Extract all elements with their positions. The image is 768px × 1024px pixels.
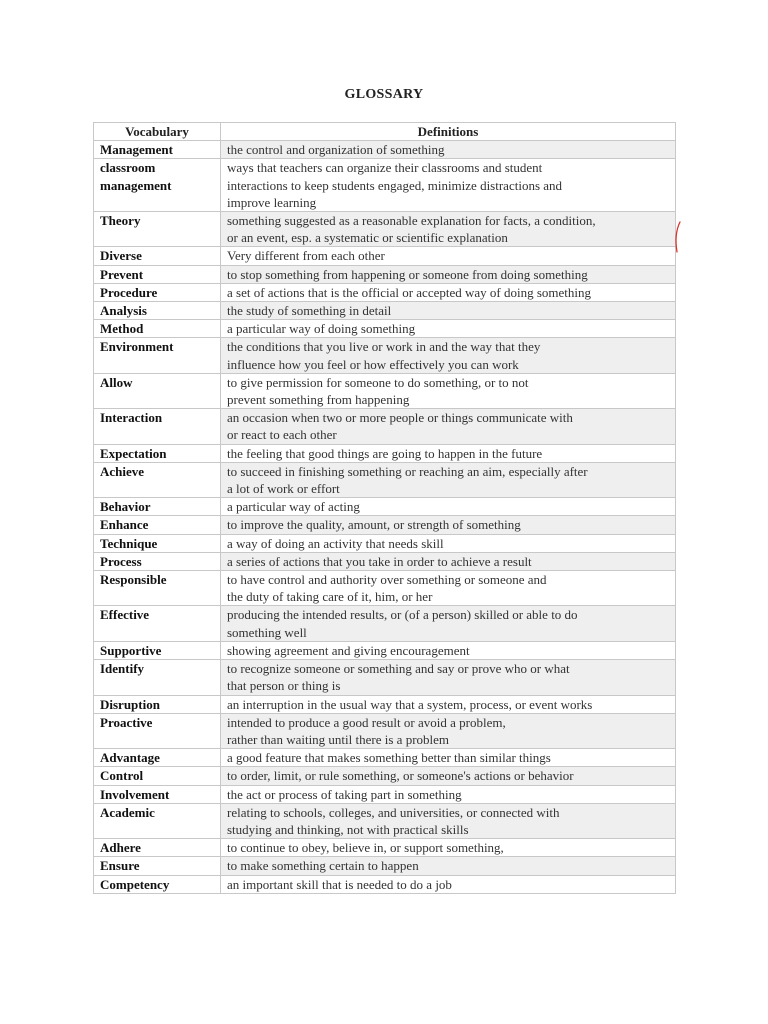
vocabulary-term: Control [94,767,221,785]
vocabulary-term: Theory [94,212,221,247]
definition-text: to give permission for someone to do something, or to not prevent something from happening [221,373,676,408]
table-row [94,839,676,857]
vocabulary-term: Academic [94,803,221,838]
definition-text: to stop something from happening or someone from doing something [221,265,676,283]
definition-text: to have control and authority over something or someone and the duty of taking care of it, him, or her [221,571,676,606]
vocabulary-term: Procedure [94,283,221,301]
vocabulary-term: Method [94,320,221,338]
table-row [94,338,676,373]
definition-text: an occasion when two or more people or things communicate with or react to each other [221,409,676,444]
definition-text: producing the intended results, or (of a person) skilled or able to do something well [221,606,676,641]
table-row [94,571,676,606]
table-header-row [94,123,676,141]
definition-text: an interruption in the usual way that a system, process, or event works [221,695,676,713]
table-row [94,283,676,301]
definition-text: a good feature that makes something better than similar things [221,749,676,767]
table-row [94,265,676,283]
definition-text: intended to produce a good result or avoid a problem, rather than waiting until there is a problem [221,713,676,748]
vocabulary-term: Diverse [94,247,221,265]
vocabulary-term: Disruption [94,695,221,713]
table-row [94,247,676,265]
vocabulary-term: Management [94,141,221,159]
vocabulary-term: Adhere [94,839,221,857]
table-row [94,302,676,320]
definition-text: a way of doing an activity that needs skill [221,534,676,552]
table-row [94,660,676,695]
definition-text: something suggested as a reasonable explanation for facts, a condition, or an event, esp. a systematic or scientific explanation [221,212,676,247]
table-row [94,857,676,875]
table-row [94,159,676,212]
vocabulary-term: Enhance [94,516,221,534]
table-row [94,498,676,516]
definition-text: the control and organization of something [221,141,676,159]
vocabulary-term: Advantage [94,749,221,767]
vocabulary-term: Supportive [94,641,221,659]
red-pen-mark [673,220,683,254]
vocabulary-term: Expectation [94,444,221,462]
definition-text: a particular way of doing something [221,320,676,338]
table-row [94,534,676,552]
vocabulary-term: Environment [94,338,221,373]
vocabulary-term: Responsible [94,571,221,606]
vocabulary-term: Analysis [94,302,221,320]
definition-text: to continue to obey, believe in, or support something, [221,839,676,857]
table-row [94,373,676,408]
vocabulary-term: Behavior [94,498,221,516]
table-row [94,695,676,713]
definition-text: a set of actions that is the official or accepted way of doing something [221,283,676,301]
table-row [94,713,676,748]
definition-text: an important skill that is needed to do a job [221,875,676,893]
vocabulary-term: Interaction [94,409,221,444]
definition-text: the study of something in detail [221,302,676,320]
table-row [94,320,676,338]
vocabulary-term: Competency [94,875,221,893]
definition-text: to make something certain to happen [221,857,676,875]
vocabulary-term: classroom management [94,159,221,212]
definition-text: the act or process of taking part in something [221,785,676,803]
definition-text: a series of actions that you take in order to achieve a result [221,552,676,570]
table-row [94,803,676,838]
definition-text: to improve the quality, amount, or strength of something [221,516,676,534]
table-row [94,785,676,803]
vocabulary-term: Involvement [94,785,221,803]
vocabulary-term: Proactive [94,713,221,748]
definitions-header: Definitions [221,123,676,141]
table-row [94,749,676,767]
table-row [94,462,676,497]
table-row [94,141,676,159]
vocabulary-term: Process [94,552,221,570]
definition-text: showing agreement and giving encouragement [221,641,676,659]
vocabulary-term: Technique [94,534,221,552]
definition-text: ways that teachers can organize their classrooms and student interactions to keep students engaged, minimize distractions and improve learning [221,159,676,212]
vocabulary-term: Allow [94,373,221,408]
definition-text: the feeling that good things are going to happen in the future [221,444,676,462]
definition-text: Very different from each other [221,247,676,265]
table-row [94,552,676,570]
glossary-body [94,141,676,894]
table-row [94,875,676,893]
definition-text: to order, limit, or rule something, or someone's actions or behavior [221,767,676,785]
table-row [94,641,676,659]
vocabulary-term: Prevent [94,265,221,283]
table-row [94,212,676,247]
definition-text: to recognize someone or something and say or prove who or what that person or thing is [221,660,676,695]
vocabulary-term: Effective [94,606,221,641]
vocabulary-header: Vocabulary [94,123,221,141]
table-row [94,409,676,444]
table-row [94,516,676,534]
vocabulary-term: Achieve [94,462,221,497]
definition-text: relating to schools, colleges, and universities, or connected with studying and thinking, not with practical skills [221,803,676,838]
definition-text: to succeed in finishing something or reaching an aim, especially after a lot of work or effort [221,462,676,497]
vocabulary-term: Ensure [94,857,221,875]
page-title: GLOSSARY [344,87,424,102]
glossary-table [93,122,676,894]
table-row [94,606,676,641]
definition-text: a particular way of acting [221,498,676,516]
definition-text: the conditions that you live or work in and the way that they influence how you feel or how effectively you can work [221,338,676,373]
table-row [94,767,676,785]
vocabulary-term: Identify [94,660,221,695]
table-row [94,444,676,462]
